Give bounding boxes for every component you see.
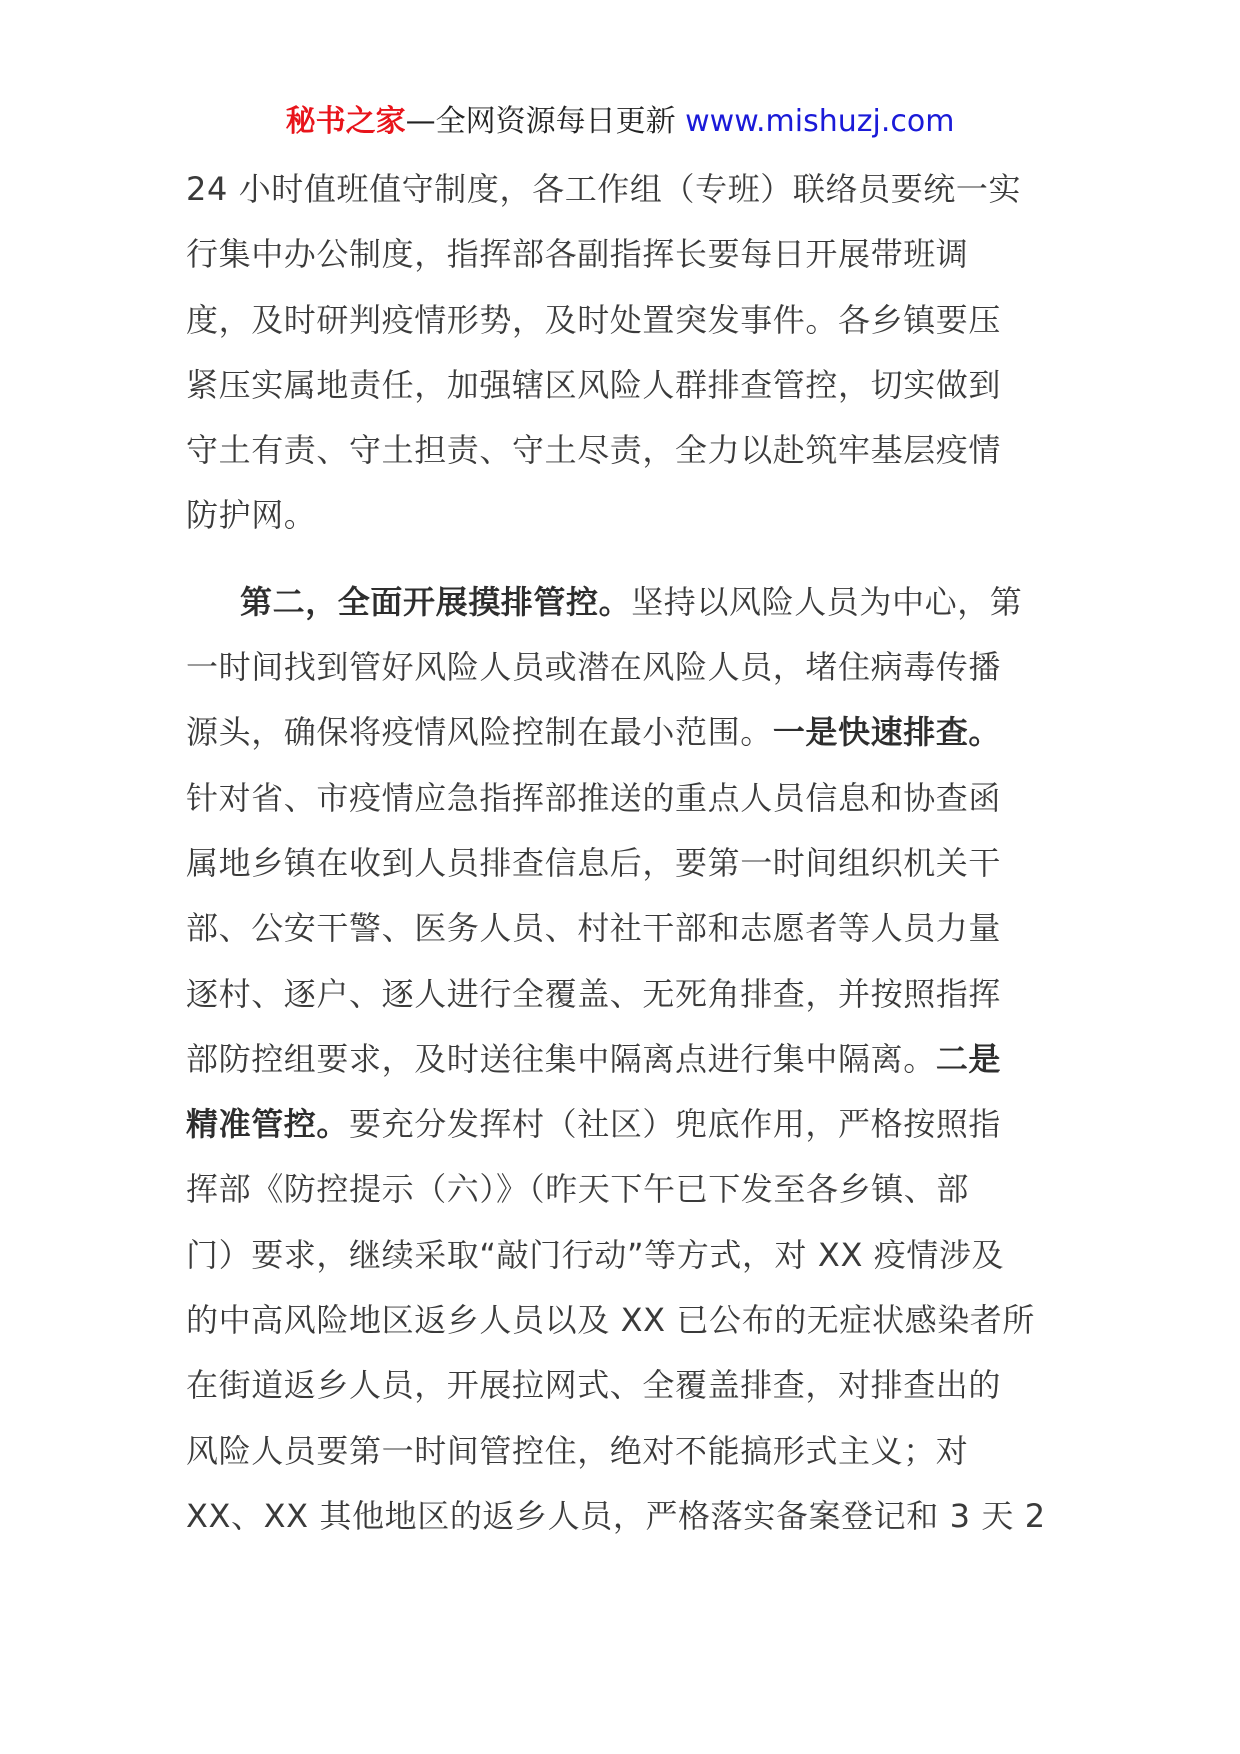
text-line: [186, 570, 1056, 635]
text-run: 部防控组要求，及时送往集中隔离点进行集中隔离。: [186, 1039, 936, 1078]
text-line: 一时间找到管好风险人员或潜在风险人员，堵住病毒传播: [186, 648, 1002, 687]
text-line: 度，及时研判疫情形势，及时处置突发事件。各乡镇要压: [186, 300, 1002, 339]
site-url-link[interactable]: www.mishuzj.com: [685, 104, 955, 139]
text-line: XX、XX 其他地区的返乡人员，严格落实备案登记和 3 天 2: [186, 1496, 1046, 1535]
text-run: 源头，确保将疫情风险控制在最小范围。: [186, 713, 773, 752]
text-line: 针对省、市疫情应急指挥部推送的重点人员信息和协查函: [186, 778, 1002, 817]
brand-name: 秘书之家: [285, 104, 406, 139]
subheading-precise-control-part1: 二是: [935, 1039, 1002, 1078]
paragraph-2: [186, 570, 1056, 1549]
text-line: [186, 700, 1056, 765]
site-header: [0, 100, 1240, 144]
text-run: 要充分发挥村（社区）兜底作用，严格按照指: [349, 1105, 1002, 1144]
text-line: 属地乡镇在收到人员排查信息后，要第一时间组织机关干: [186, 843, 1002, 882]
paragraph-spacer: [186, 549, 1056, 570]
text-line: 风险人员要第一时间管控住，绝对不能搞形式主义；对: [186, 1431, 969, 1470]
text-line: 在街道返乡人员，开展拉网式、全覆盖排查，对排查出的: [186, 1366, 1002, 1405]
header-slogan: —全网资源每日更新: [405, 104, 676, 139]
text-line: 的中高风险地区返乡人员以及 XX 已公布的无症状感染者所: [186, 1301, 1035, 1340]
subheading-quick-check: 一是快速排查。: [772, 713, 1002, 752]
text-line: 防护网。: [186, 496, 317, 535]
text-run: 坚持以风险人员为中心，第: [631, 582, 1023, 621]
text-line: 守土有责、守土担责、守土尽责，全力以赴筑牢基层疫情: [186, 431, 1002, 470]
text-line: 行集中办公制度，指挥部各副指挥长要每日开展带班调: [186, 235, 969, 274]
paragraph-1: [186, 157, 1056, 549]
text-line: 紧压实属地责任，加强辖区风险人群排查管控，切实做到: [186, 365, 1002, 404]
text-line: 部、公安干警、医务人员、村社干部和志愿者等人员力量: [186, 909, 1002, 948]
text-line: 逐村、逐户、逐人进行全覆盖、无死角排查，并按照指挥: [186, 974, 1002, 1013]
text-line: [186, 1027, 1056, 1092]
text-line: 门）要求，继续采取“敲门行动”等方式，对 XX 疫情涉及: [186, 1235, 1005, 1274]
subheading-precise-control-part2: 精准管控。: [186, 1105, 350, 1144]
text-line: 挥部《防控提示（六）》（昨天下午已下发至各乡镇、部: [186, 1170, 970, 1209]
document-body: [186, 157, 1056, 1549]
text-line: [186, 1092, 1056, 1157]
section-heading: 第二，全面开展摸排管控。: [240, 582, 632, 621]
text-line: 24 小时值班值守制度，各工作组（专班）联络员要统一实: [186, 170, 1022, 208]
